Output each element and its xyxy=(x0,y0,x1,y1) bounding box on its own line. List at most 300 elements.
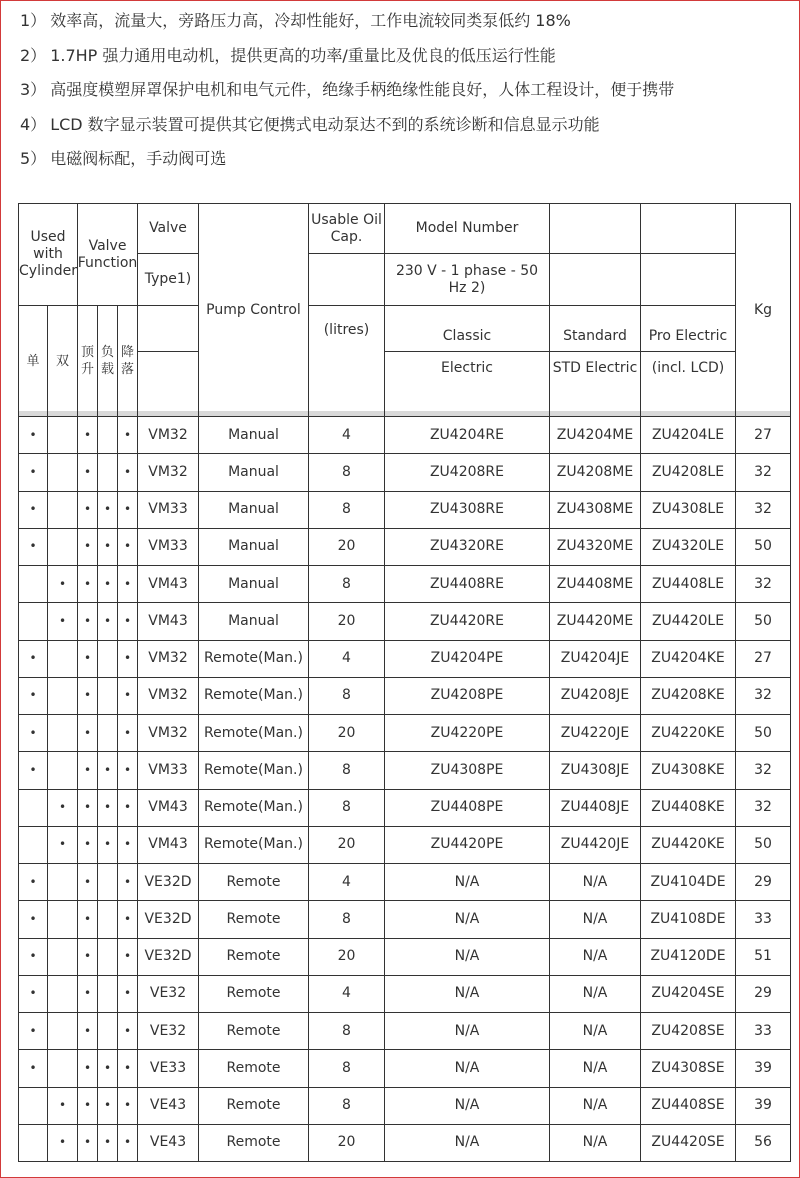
cell-lift: • xyxy=(77,491,97,528)
header-valve-type: Type1) xyxy=(137,253,198,305)
cell-pro-model: ZU4308LE xyxy=(640,491,735,528)
cell-pro-model: ZU4204SE xyxy=(640,975,735,1012)
cell-classic-model: N/A xyxy=(384,1049,549,1086)
cell-pro-model: ZU4204KE xyxy=(640,640,735,677)
cell-lift: • xyxy=(77,602,97,639)
table-row xyxy=(18,975,790,1012)
cell-standard-model: N/A xyxy=(549,900,640,937)
cell-valve-type: VM32 xyxy=(137,714,198,751)
cell-litres: 20 xyxy=(308,938,384,975)
feature-text: LCD 数字显示装置可提供其它便携式电动泵达不到的系统诊断和信息显示功能 xyxy=(50,114,600,134)
cell-standard-model: N/A xyxy=(549,938,640,975)
header-valve: Valve xyxy=(137,203,198,253)
cell-litres: 8 xyxy=(308,751,384,788)
cell-classic-model: ZU4204RE xyxy=(384,416,549,453)
cell-lower: • xyxy=(117,826,137,863)
cell-single: • xyxy=(18,714,47,751)
cell-classic-model: N/A xyxy=(384,938,549,975)
cell-pro-model: ZU4408LE xyxy=(640,565,735,602)
cell-litres: 8 xyxy=(308,1087,384,1124)
cell-pump-control: Manual xyxy=(198,565,308,602)
cell-single: • xyxy=(18,1012,47,1049)
cell-lift: • xyxy=(77,900,97,937)
header-pump-control: Pump Control xyxy=(198,203,308,416)
cell-load xyxy=(97,453,117,490)
cell-standard-model: ZU4408JE xyxy=(549,789,640,826)
header-blank xyxy=(137,305,198,351)
cell-standard-model: ZU4320ME xyxy=(549,528,640,565)
cell-single: • xyxy=(18,528,47,565)
cell-pump-control: Remote(Man.) xyxy=(198,677,308,714)
cell-lower: • xyxy=(117,863,137,900)
cell-standard-model: ZU4220JE xyxy=(549,714,640,751)
cell-pump-control: Remote xyxy=(198,1087,308,1124)
cell-lift: • xyxy=(77,789,97,826)
cell-standard-model: ZU4204ME xyxy=(549,416,640,453)
cell-valve-type: VE32D xyxy=(137,863,198,900)
cell-classic-model: N/A xyxy=(384,975,549,1012)
cell-load: • xyxy=(97,491,117,528)
table-row xyxy=(18,640,790,677)
cell-valve-type: VM33 xyxy=(137,528,198,565)
cell-load: • xyxy=(97,789,117,826)
cell-lower: • xyxy=(117,1049,137,1086)
cell-load xyxy=(97,975,117,1012)
cell-pro-model: ZU4320LE xyxy=(640,528,735,565)
cell-double xyxy=(47,416,77,453)
cell-single: • xyxy=(18,416,47,453)
cell-kg: 32 xyxy=(735,565,790,602)
cell-double xyxy=(47,677,77,714)
cell-lift: • xyxy=(77,1012,97,1049)
cell-classic-model: ZU4308PE xyxy=(384,751,549,788)
cell-pump-control: Remote xyxy=(198,975,308,1012)
cell-lower: • xyxy=(117,1012,137,1049)
cell-kg: 32 xyxy=(735,789,790,826)
table-row xyxy=(18,416,790,453)
cell-lift: • xyxy=(77,677,97,714)
cell-kg: 29 xyxy=(735,863,790,900)
cell-load: • xyxy=(97,1124,117,1161)
cell-standard-model: N/A xyxy=(549,975,640,1012)
cell-double xyxy=(47,1049,77,1086)
cell-classic-model: ZU4320RE xyxy=(384,528,549,565)
cell-lift: • xyxy=(77,640,97,677)
cell-valve-type: VM43 xyxy=(137,602,198,639)
cell-single xyxy=(18,1087,47,1124)
cell-kg: 50 xyxy=(735,714,790,751)
cell-valve-type: VM33 xyxy=(137,491,198,528)
header-load: 负载 xyxy=(97,305,117,416)
cell-double: • xyxy=(47,1124,77,1161)
header-standard-sub: STD Electric xyxy=(549,351,640,416)
cell-pump-control: Manual xyxy=(198,416,308,453)
cell-litres: 20 xyxy=(308,714,384,751)
table-border xyxy=(18,1161,790,1162)
cell-double xyxy=(47,714,77,751)
feature-text: 1.7HP 强力通用电动机，提供更高的功率/重量比及优良的低压运行性能 xyxy=(50,45,556,65)
header-usable-oil-cap: Usable Oil Cap. xyxy=(308,203,384,253)
cell-pro-model: ZU4408KE xyxy=(640,789,735,826)
cell-pump-control: Remote xyxy=(198,900,308,937)
cell-load: • xyxy=(97,1087,117,1124)
cell-valve-type: VM43 xyxy=(137,789,198,826)
cell-double xyxy=(47,900,77,937)
cell-lower: • xyxy=(117,491,137,528)
cell-valve-type: VM32 xyxy=(137,677,198,714)
cell-lower: • xyxy=(117,416,137,453)
cell-pro-model: ZU4104DE xyxy=(640,863,735,900)
cell-valve-type: VM43 xyxy=(137,565,198,602)
cell-kg: 33 xyxy=(735,900,790,937)
header-valve-function: Valve Function xyxy=(77,203,137,305)
cell-kg: 27 xyxy=(735,640,790,677)
table-row xyxy=(18,900,790,937)
cell-classic-model: ZU4204PE xyxy=(384,640,549,677)
cell-litres: 4 xyxy=(308,640,384,677)
cell-litres: 20 xyxy=(308,602,384,639)
header-used-with-cylinder: Used with Cylinder xyxy=(18,203,77,305)
feature-item xyxy=(20,146,790,181)
table-row xyxy=(18,565,790,602)
table-border xyxy=(790,203,791,1162)
feature-item xyxy=(20,43,790,78)
cell-pump-control: Remote xyxy=(198,1012,308,1049)
cell-standard-model: ZU4308JE xyxy=(549,751,640,788)
header-blank xyxy=(640,203,735,253)
cell-double xyxy=(47,863,77,900)
table-row xyxy=(18,528,790,565)
cell-single: • xyxy=(18,900,47,937)
cell-valve-type: VE43 xyxy=(137,1087,198,1124)
cell-lift: • xyxy=(77,863,97,900)
cell-kg: 32 xyxy=(735,453,790,490)
table-row xyxy=(18,1049,790,1086)
cell-lift: • xyxy=(77,1049,97,1086)
cell-double xyxy=(47,640,77,677)
cell-standard-model: ZU4308ME xyxy=(549,491,640,528)
cell-load: • xyxy=(97,602,117,639)
cell-classic-model: ZU4408RE xyxy=(384,565,549,602)
header-pro-sub: (incl. LCD) xyxy=(640,351,735,416)
cell-pro-model: ZU4120DE xyxy=(640,938,735,975)
cell-load xyxy=(97,863,117,900)
cell-lower: • xyxy=(117,528,137,565)
cell-pro-model: ZU4408SE xyxy=(640,1087,735,1124)
cell-pro-model: ZU4108DE xyxy=(640,900,735,937)
cell-litres: 8 xyxy=(308,677,384,714)
cell-litres: 20 xyxy=(308,1124,384,1161)
cell-double: • xyxy=(47,826,77,863)
feature-number: 4） xyxy=(20,114,47,134)
cell-double xyxy=(47,491,77,528)
table-row xyxy=(18,789,790,826)
cell-standard-model: ZU4420ME xyxy=(549,602,640,639)
cell-pump-control: Remote xyxy=(198,1049,308,1086)
cell-litres: 8 xyxy=(308,453,384,490)
cell-kg: 33 xyxy=(735,1012,790,1049)
cell-single: • xyxy=(18,491,47,528)
cell-litres: 20 xyxy=(308,528,384,565)
cell-load xyxy=(97,640,117,677)
cell-lower: • xyxy=(117,714,137,751)
cell-standard-model: ZU4208JE xyxy=(549,677,640,714)
cell-lower: • xyxy=(117,565,137,602)
cell-lift: • xyxy=(77,714,97,751)
cell-load xyxy=(97,714,117,751)
cell-load xyxy=(97,900,117,937)
header-blank xyxy=(549,253,640,305)
feature-list xyxy=(20,8,790,181)
table-row xyxy=(18,491,790,528)
cell-classic-model: ZU4308RE xyxy=(384,491,549,528)
cell-pro-model: ZU4208SE xyxy=(640,1012,735,1049)
cell-single: • xyxy=(18,453,47,490)
cell-lower: • xyxy=(117,938,137,975)
cell-load xyxy=(97,938,117,975)
cell-kg: 32 xyxy=(735,677,790,714)
cell-pump-control: Manual xyxy=(198,453,308,490)
cell-lower: • xyxy=(117,677,137,714)
cell-single xyxy=(18,602,47,639)
cell-lower: • xyxy=(117,602,137,639)
cell-pro-model: ZU4420SE xyxy=(640,1124,735,1161)
cell-pump-control: Remote xyxy=(198,1124,308,1161)
cell-standard-model: N/A xyxy=(549,1087,640,1124)
cell-double: • xyxy=(47,1087,77,1124)
cell-lower: • xyxy=(117,453,137,490)
feature-text: 电磁阀标配，手动阀可选 xyxy=(50,149,227,168)
cell-valve-type: VM33 xyxy=(137,751,198,788)
cell-kg: 50 xyxy=(735,528,790,565)
cell-lower: • xyxy=(117,975,137,1012)
cell-valve-type: VE32 xyxy=(137,975,198,1012)
cell-double: • xyxy=(47,789,77,826)
cell-lift: • xyxy=(77,751,97,788)
cell-single: • xyxy=(18,640,47,677)
cell-single: • xyxy=(18,1049,47,1086)
cell-valve-type: VM43 xyxy=(137,826,198,863)
cell-load: • xyxy=(97,528,117,565)
header-single: 单 xyxy=(18,305,47,416)
cell-load xyxy=(97,1012,117,1049)
cell-load xyxy=(97,677,117,714)
header-blank xyxy=(137,351,198,416)
feature-number: 5） xyxy=(20,149,47,168)
cell-pro-model: ZU4308SE xyxy=(640,1049,735,1086)
table-row xyxy=(18,938,790,975)
feature-number: 1） xyxy=(20,11,47,30)
feature-text: 效率高，流量大，旁路压力高，冷却性能好，工作电流较同类泵低约 18% xyxy=(50,11,571,30)
feature-number: 3） xyxy=(20,80,47,99)
cell-pump-control: Remote xyxy=(198,938,308,975)
cell-single: • xyxy=(18,863,47,900)
cell-double xyxy=(47,1012,77,1049)
feature-item xyxy=(20,8,790,43)
cell-pump-control: Remote(Man.) xyxy=(198,789,308,826)
table-row xyxy=(18,863,790,900)
cell-litres: 4 xyxy=(308,975,384,1012)
cell-pro-model: ZU4208KE xyxy=(640,677,735,714)
cell-pro-model: ZU4204LE xyxy=(640,416,735,453)
cell-single: • xyxy=(18,677,47,714)
cell-lift: • xyxy=(77,938,97,975)
header-standard: Standard xyxy=(549,305,640,351)
table-row xyxy=(18,1124,790,1161)
cell-load xyxy=(97,416,117,453)
cell-pump-control: Remote(Man.) xyxy=(198,640,308,677)
cell-lift: • xyxy=(77,1124,97,1161)
cell-standard-model: ZU4208ME xyxy=(549,453,640,490)
cell-lower: • xyxy=(117,1124,137,1161)
cell-kg: 39 xyxy=(735,1087,790,1124)
cell-double: • xyxy=(47,565,77,602)
cell-litres: 8 xyxy=(308,1049,384,1086)
cell-kg: 29 xyxy=(735,975,790,1012)
cell-lift: • xyxy=(77,528,97,565)
table-row xyxy=(18,453,790,490)
feature-text: 高强度模塑屏罩保护电机和电气元件，绝缘手柄绝缘性能良好，人体工程设计，便于携带 xyxy=(50,80,675,99)
cell-classic-model: N/A xyxy=(384,900,549,937)
cell-load: • xyxy=(97,751,117,788)
feature-item xyxy=(20,77,790,112)
cell-lift: • xyxy=(77,416,97,453)
cell-valve-type: VE43 xyxy=(137,1124,198,1161)
cell-valve-type: VM32 xyxy=(137,640,198,677)
cell-single xyxy=(18,1124,47,1161)
cell-pump-control: Remote(Man.) xyxy=(198,826,308,863)
cell-double xyxy=(47,751,77,788)
table-row xyxy=(18,677,790,714)
header-blank xyxy=(308,253,384,305)
cell-litres: 8 xyxy=(308,789,384,826)
cell-kg: 32 xyxy=(735,751,790,788)
cell-kg: 39 xyxy=(735,1049,790,1086)
cell-valve-type: VE32 xyxy=(137,1012,198,1049)
cell-kg: 56 xyxy=(735,1124,790,1161)
header-double: 双 xyxy=(47,305,77,416)
cell-standard-model: N/A xyxy=(549,1049,640,1086)
cell-single: • xyxy=(18,975,47,1012)
cell-double xyxy=(47,528,77,565)
header-blank xyxy=(549,203,640,253)
header-classic-sub: Electric xyxy=(384,351,549,416)
cell-lower: • xyxy=(117,640,137,677)
cell-litres: 8 xyxy=(308,900,384,937)
cell-classic-model: ZU4208RE xyxy=(384,453,549,490)
cell-classic-model: ZU4420RE xyxy=(384,602,549,639)
cell-lower: • xyxy=(117,900,137,937)
table-row xyxy=(18,602,790,639)
table-row xyxy=(18,714,790,751)
cell-double xyxy=(47,453,77,490)
cell-single: • xyxy=(18,938,47,975)
cell-single xyxy=(18,565,47,602)
cell-classic-model: ZU4408PE xyxy=(384,789,549,826)
cell-lift: • xyxy=(77,826,97,863)
cell-valve-type: VM32 xyxy=(137,453,198,490)
cell-lower: • xyxy=(117,789,137,826)
cell-litres: 4 xyxy=(308,863,384,900)
cell-classic-model: ZU4220PE xyxy=(384,714,549,751)
cell-litres: 20 xyxy=(308,826,384,863)
header-lift: 顶升 xyxy=(77,305,97,416)
cell-pump-control: Manual xyxy=(198,602,308,639)
cell-valve-type: VM32 xyxy=(137,416,198,453)
feature-item xyxy=(20,112,790,147)
header-model-number: Model Number xyxy=(384,203,549,253)
cell-classic-model: N/A xyxy=(384,1124,549,1161)
table-row xyxy=(18,1087,790,1124)
header-blank xyxy=(640,253,735,305)
cell-lift: • xyxy=(77,1087,97,1124)
cell-pro-model: ZU4308KE xyxy=(640,751,735,788)
cell-classic-model: N/A xyxy=(384,1012,549,1049)
cell-litres: 8 xyxy=(308,1012,384,1049)
cell-standard-model: N/A xyxy=(549,1012,640,1049)
cell-kg: 51 xyxy=(735,938,790,975)
cell-lift: • xyxy=(77,565,97,602)
cell-double xyxy=(47,975,77,1012)
feature-number: 2） xyxy=(20,45,47,65)
header-lower: 降落 xyxy=(117,305,137,416)
cell-valve-type: VE32D xyxy=(137,900,198,937)
cell-litres: 4 xyxy=(308,416,384,453)
cell-standard-model: ZU4420JE xyxy=(549,826,640,863)
cell-litres: 8 xyxy=(308,565,384,602)
cell-standard-model: ZU4408ME xyxy=(549,565,640,602)
cell-standard-model: N/A xyxy=(549,1124,640,1161)
cell-double xyxy=(47,938,77,975)
cell-kg: 50 xyxy=(735,826,790,863)
cell-single xyxy=(18,789,47,826)
cell-lift: • xyxy=(77,975,97,1012)
cell-kg: 27 xyxy=(735,416,790,453)
cell-pump-control: Remote xyxy=(198,863,308,900)
cell-classic-model: ZU4420PE xyxy=(384,826,549,863)
cell-kg: 50 xyxy=(735,602,790,639)
cell-pump-control: Remote(Man.) xyxy=(198,751,308,788)
cell-kg: 32 xyxy=(735,491,790,528)
cell-pump-control: Manual xyxy=(198,528,308,565)
cell-valve-type: VE32D xyxy=(137,938,198,975)
cell-pro-model: ZU4420KE xyxy=(640,826,735,863)
table-row xyxy=(18,1012,790,1049)
cell-single: • xyxy=(18,751,47,788)
cell-single xyxy=(18,826,47,863)
cell-litres: 8 xyxy=(308,491,384,528)
cell-classic-model: N/A xyxy=(384,863,549,900)
cell-classic-model: ZU4208PE xyxy=(384,677,549,714)
cell-standard-model: N/A xyxy=(549,863,640,900)
cell-lift: • xyxy=(77,453,97,490)
cell-load: • xyxy=(97,565,117,602)
cell-pump-control: Remote(Man.) xyxy=(198,714,308,751)
header-kg: Kg xyxy=(735,203,790,416)
header-classic: Classic xyxy=(384,305,549,351)
cell-standard-model: ZU4204JE xyxy=(549,640,640,677)
table-row xyxy=(18,826,790,863)
cell-load: • xyxy=(97,826,117,863)
header-litres: (litres) xyxy=(308,305,384,416)
cell-valve-type: VE33 xyxy=(137,1049,198,1086)
cell-pro-model: ZU4220KE xyxy=(640,714,735,751)
cell-lower: • xyxy=(117,1087,137,1124)
cell-lower: • xyxy=(117,751,137,788)
cell-load: • xyxy=(97,1049,117,1086)
cell-classic-model: N/A xyxy=(384,1087,549,1124)
cell-pro-model: ZU4420LE xyxy=(640,602,735,639)
